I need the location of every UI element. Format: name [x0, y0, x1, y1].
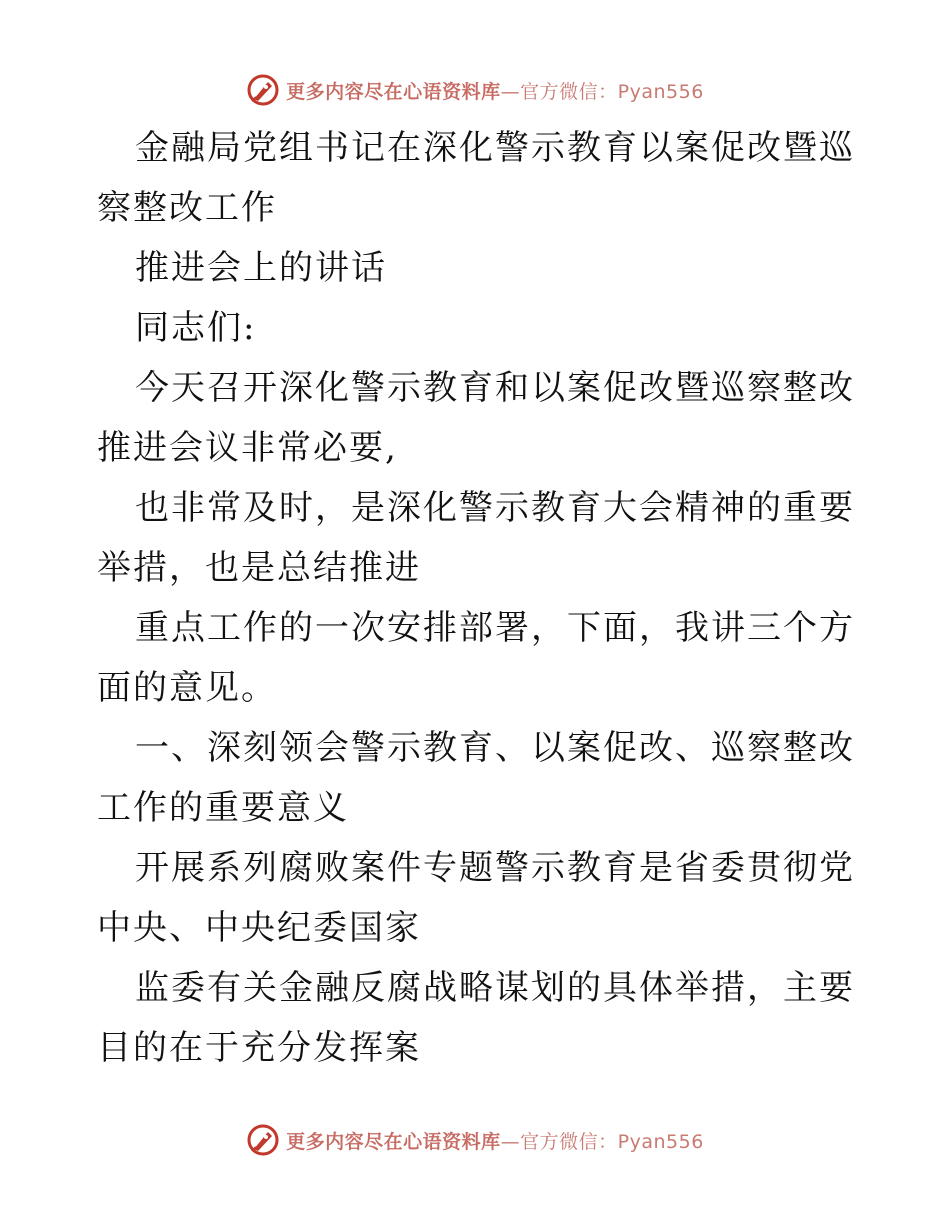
paragraph: 开展系列腐败案件专题警示教育是省委贯彻党中央、中央纪委国家 — [97, 848, 855, 948]
paragraph: 金融局党组书记在深化警示教育以案促改暨巡察整改工作 — [97, 128, 855, 228]
paragraph: 同志们: — [135, 308, 257, 348]
footer-watermark-text — [286, 1127, 704, 1154]
paragraph: 监委有关金融反腐战略谋划的具体举措，主要目的在于充分发挥案 — [97, 968, 855, 1068]
footer-contact: 官方微信：Pyan556 — [520, 1130, 704, 1153]
paragraph: 今天召开深化警示教育和以案促改暨巡察整改推进会议非常必要, — [97, 368, 855, 468]
footer-watermark — [0, 1120, 950, 1160]
footer-dash: — — [500, 1130, 521, 1153]
paragraph: 推进会上的讲话 — [135, 248, 387, 288]
pen-nib-logo-icon — [246, 73, 280, 107]
header-dash: — — [500, 80, 521, 103]
footer-brand: 更多内容尽在心语资料库 — [286, 1130, 501, 1153]
header-contact: 官方微信：Pyan556 — [520, 80, 704, 103]
document-body — [97, 118, 857, 1078]
paragraph: 也非常及时，是深化警示教育大会精神的重要举措，也是总结推进 — [97, 488, 855, 588]
section-heading: 一、深刻领会警示教育、以案促改、巡察整改工作的重要意义 — [97, 728, 855, 828]
pen-nib-logo-icon — [246, 1123, 280, 1157]
header-brand: 更多内容尽在心语资料库 — [286, 80, 501, 103]
header-watermark-text — [286, 77, 704, 104]
paragraph: 重点工作的一次安排部署，下面，我讲三个方面的意见。 — [97, 608, 855, 708]
header-watermark — [0, 70, 950, 110]
